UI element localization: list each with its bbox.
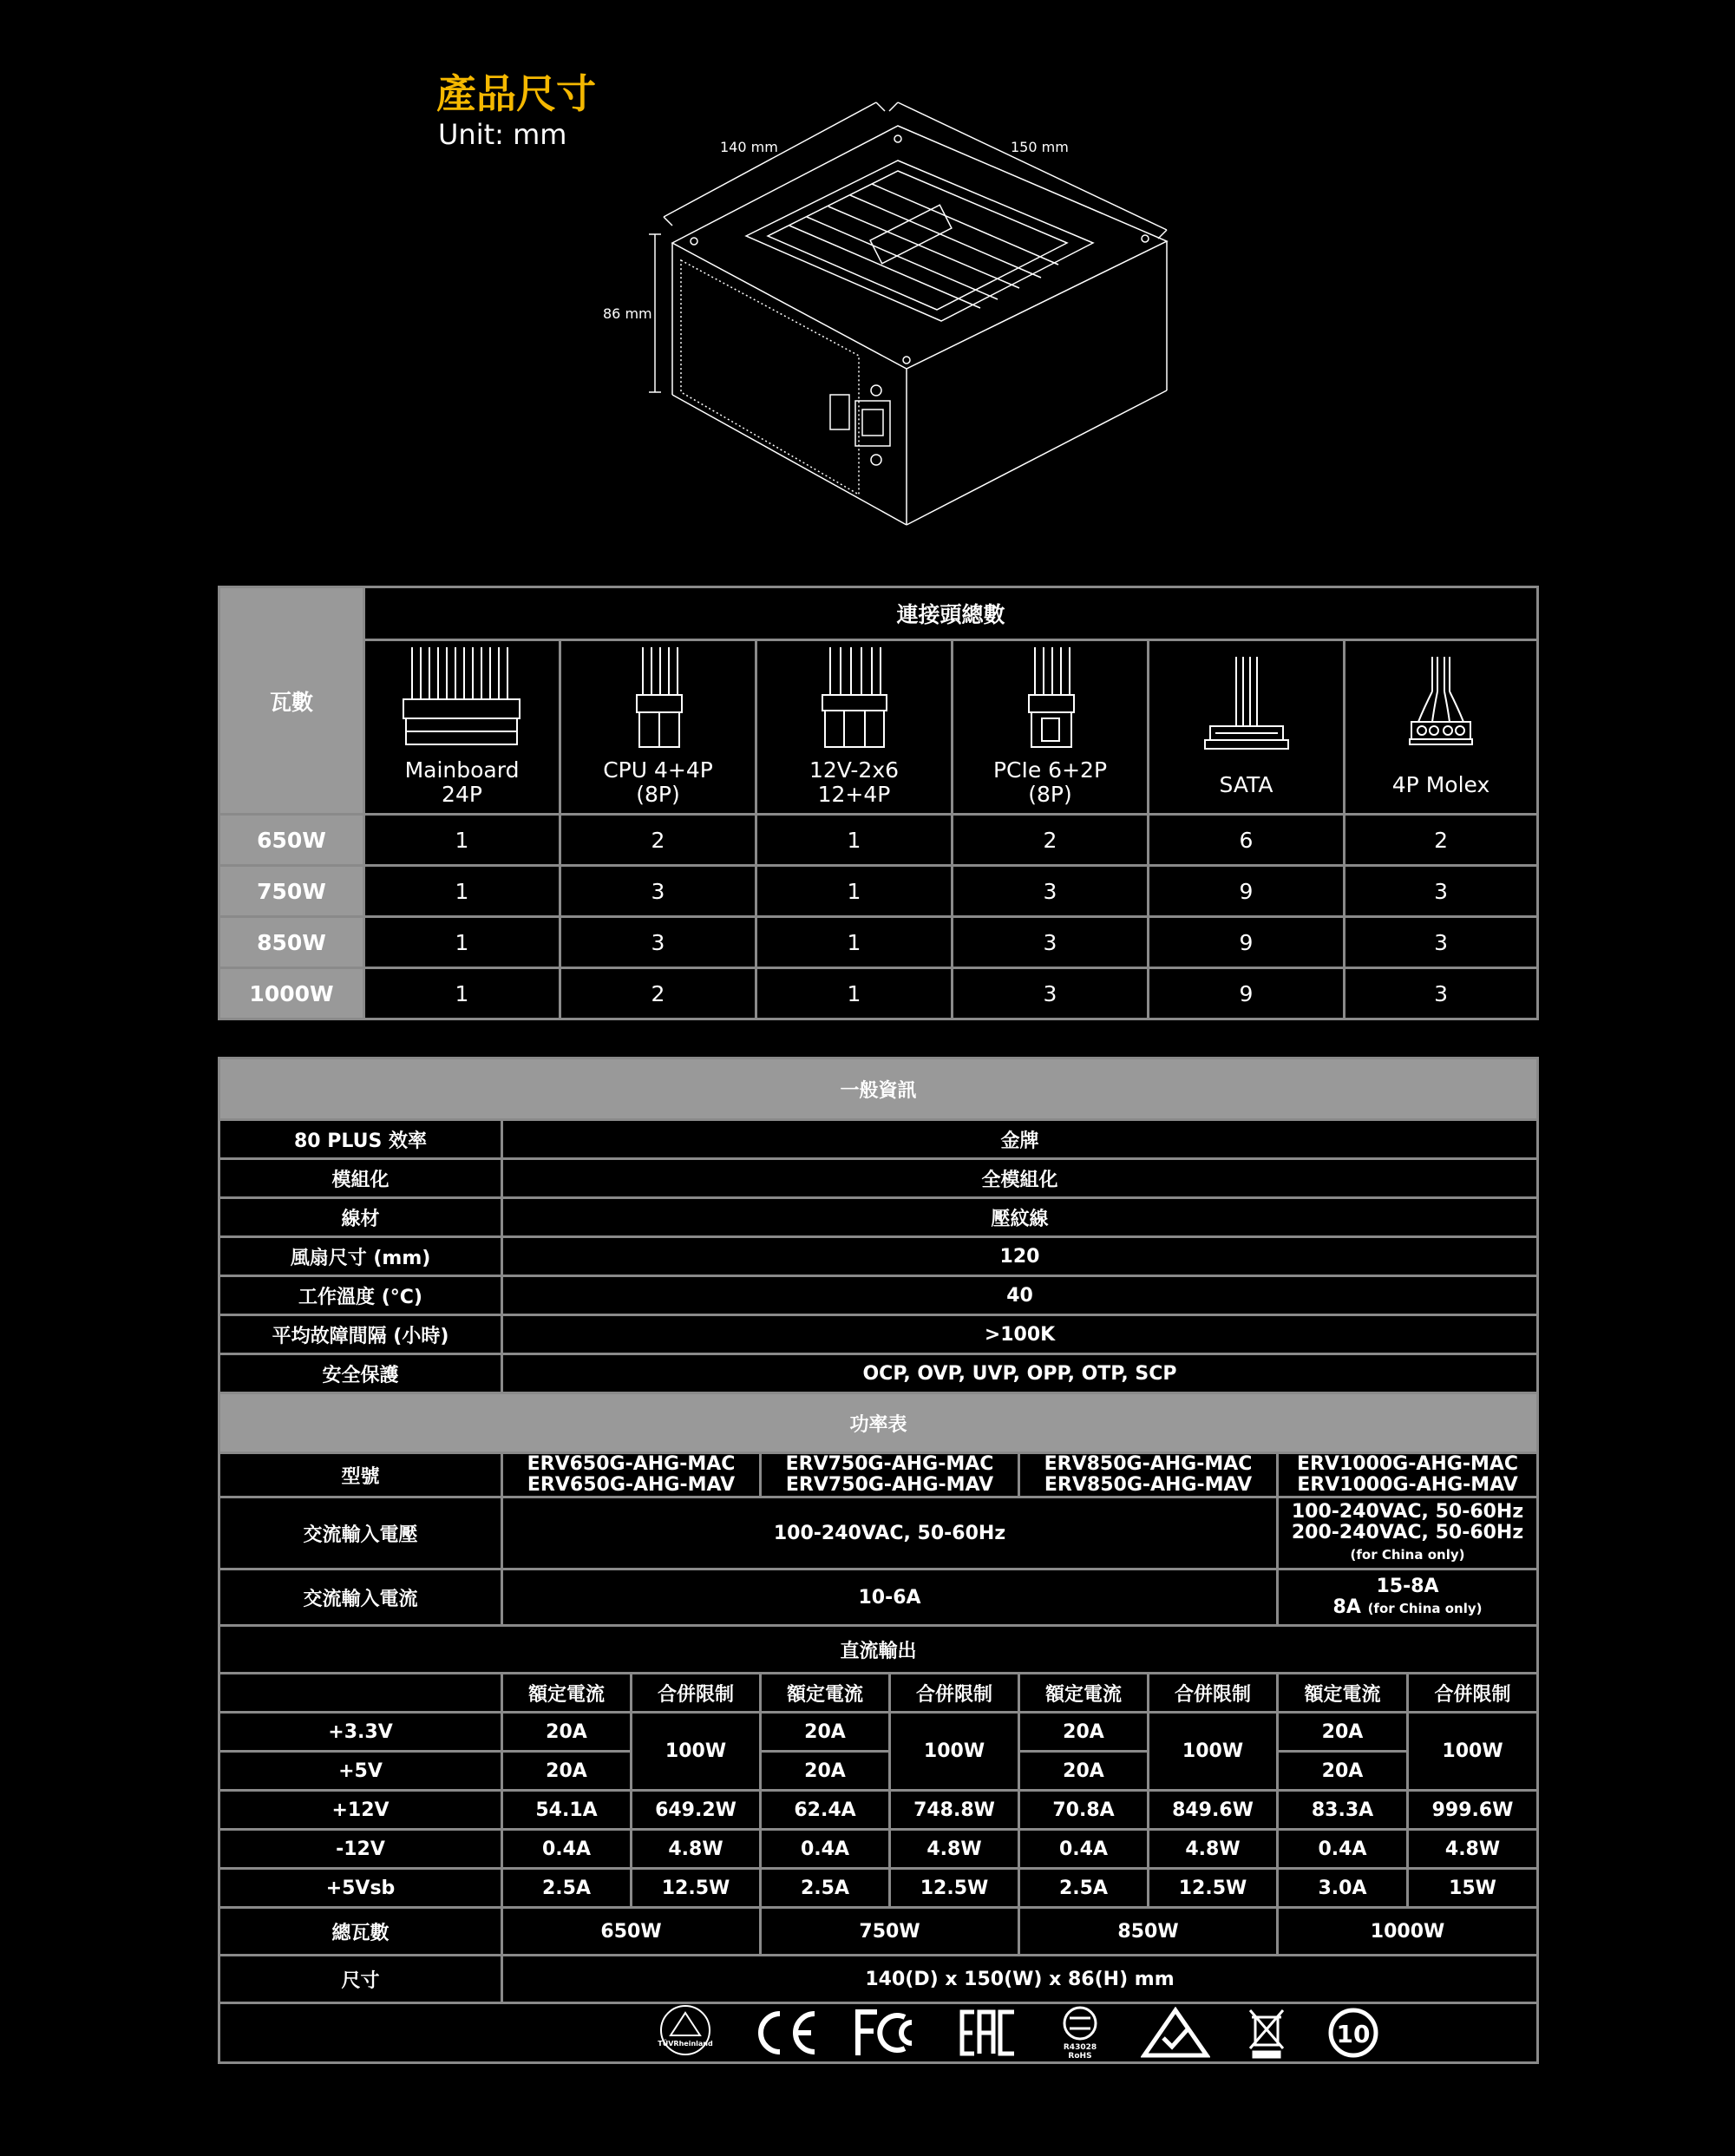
cell: 1 (756, 968, 953, 1019)
rail-value: 20A (502, 1713, 632, 1752)
depth-label: 140 mm (720, 139, 778, 155)
model-1000: ERV1000G-AHG-MAC ERV1000G-AHG-MAV (1278, 1453, 1538, 1497)
rohs-icon (1054, 2004, 1106, 2061)
spec-value: 120 (502, 1237, 1538, 1276)
unit-label: Unit: mm (438, 118, 567, 151)
rail-value: 20A (502, 1752, 632, 1791)
molex-connector-icon (1406, 657, 1476, 761)
ac-current-1000: 15-8A 8A (for China only) (1278, 1569, 1538, 1626)
combined-value: 100W (1149, 1713, 1278, 1791)
dc-title: 直流輸出 (219, 1626, 1538, 1674)
cell: 3 (1345, 968, 1538, 1019)
cell: 6 (1149, 815, 1345, 866)
cell: 9 (1149, 968, 1345, 1019)
ac-voltage-label: 交流輸入電壓 (219, 1497, 502, 1569)
rcm-icon (1141, 2007, 1210, 2059)
rail-value: 649.2W (632, 1791, 761, 1830)
rail-value: 4.8W (632, 1830, 761, 1869)
rail-value: 3.0A (1278, 1869, 1408, 1908)
combined-head: 合併限制 (1149, 1674, 1278, 1713)
watt-row-650 (219, 815, 1538, 866)
rail-value: 12.5W (1149, 1869, 1278, 1908)
svg-text:RoHS: RoHS (1068, 2052, 1092, 2061)
spec-value: 全模組化 (502, 1159, 1538, 1198)
connector-12v2x6 (756, 640, 953, 815)
rated-head: 額定電流 (1019, 1674, 1149, 1713)
rail-value: 20A (761, 1713, 890, 1752)
rail-value: 0.4A (761, 1830, 890, 1869)
cpu-label2: (8P) (636, 782, 680, 807)
ce-icon (750, 2007, 820, 2059)
combined-head: 合併限制 (1408, 1674, 1538, 1713)
connector-cpu (560, 640, 756, 815)
certifications (502, 2003, 1538, 2063)
spec-label: 工作溫度 (°C) (219, 1276, 502, 1315)
svg-text:R43028: R43028 (1063, 2043, 1097, 2052)
rail-value: 2.5A (502, 1869, 632, 1908)
height-label: 86 mm (603, 305, 652, 322)
cell: 1 (364, 968, 560, 1019)
watt-750: 750W (219, 866, 364, 917)
tuv-icon (655, 2004, 716, 2061)
rail-value: 20A (1278, 1713, 1408, 1752)
rail-name: +5Vsb (219, 1869, 502, 1908)
combined-head: 合併限制 (632, 1674, 761, 1713)
total-850: 850W (1019, 1908, 1278, 1956)
size-label: 尺寸 (219, 1956, 502, 2003)
spec-label: 線材 (219, 1198, 502, 1237)
rail-value: 4.8W (1149, 1830, 1278, 1869)
cell: 1 (756, 815, 953, 866)
connector-molex (1345, 640, 1538, 815)
rail-name: +3.3V (219, 1713, 502, 1752)
pcie-connector-icon (1025, 647, 1077, 751)
spec-value: 金牌 (502, 1120, 1538, 1159)
watt-row-850 (219, 917, 1538, 968)
cell: 2 (953, 815, 1149, 866)
total-750: 750W (761, 1908, 1019, 1956)
cell: 3 (560, 866, 756, 917)
power-title: 功率表 (219, 1393, 1538, 1453)
cell: 1 (756, 866, 953, 917)
rated-head: 額定電流 (1278, 1674, 1408, 1713)
svg-text:10: 10 (1336, 2020, 1371, 2048)
psu-dimension-diagram (599, 87, 1188, 538)
combined-value: 100W (1408, 1713, 1538, 1791)
rail-value: 12.5W (632, 1869, 761, 1908)
cell: 9 (1149, 866, 1345, 917)
connector-title: 連接頭總數 (364, 587, 1538, 640)
combined-value: 100W (890, 1713, 1019, 1791)
spec-label: 平均故障間隔 (小時) (219, 1315, 502, 1354)
rail-value: 54.1A (502, 1791, 632, 1830)
connector-sata (1149, 640, 1345, 815)
cell: 1 (364, 866, 560, 917)
rail-value: 4.8W (1408, 1830, 1538, 1869)
cpu-connector-icon (632, 647, 684, 751)
rail-value: 20A (1019, 1752, 1149, 1791)
size-value: 140(D) x 150(W) x 86(H) mm (502, 1956, 1538, 2003)
watt-1000: 1000W (219, 968, 364, 1019)
watt-850: 850W (219, 917, 364, 968)
ac-voltage-1000: 100-240VAC, 50-60Hz 200-240VAC, 50-60Hz (for China only) (1278, 1497, 1538, 1569)
rail-name: +5V (219, 1752, 502, 1791)
mainboard-label2: 24P (442, 782, 482, 807)
cell: 3 (1345, 866, 1538, 917)
12v2x6-connector-icon (820, 647, 889, 751)
pcie-label1: PCIe 6+2P (992, 757, 1108, 783)
svg-text:TÜVRheinland: TÜVRheinland (658, 2040, 713, 2048)
combined-value: 100W (632, 1713, 761, 1791)
molex-label1: 4P Molex (1391, 772, 1490, 797)
rail-value: 15W (1408, 1869, 1538, 1908)
mainboard-label1: Mainboard (404, 757, 520, 783)
model-750: ERV750G-AHG-MAC ERV750G-AHG-MAV (761, 1453, 1019, 1497)
total-650: 650W (502, 1908, 761, 1956)
rated-head: 額定電流 (502, 1674, 632, 1713)
cell: 3 (953, 917, 1149, 968)
cell: 1 (364, 917, 560, 968)
watt-header: 瓦數 (219, 587, 364, 815)
total-1000: 1000W (1278, 1908, 1538, 1956)
cell: 3 (560, 917, 756, 968)
combined-head: 合併限制 (890, 1674, 1019, 1713)
12v2x6-label1: 12V-2x6 (809, 757, 900, 783)
rail-value: 83.3A (1278, 1791, 1408, 1830)
cell: 3 (1345, 917, 1538, 968)
spec-label: 模組化 (219, 1159, 502, 1198)
width-label: 150 mm (1011, 139, 1069, 155)
connector-table (218, 586, 1539, 1020)
connector-mainboard (364, 640, 560, 815)
sata-connector-icon (1203, 657, 1290, 761)
spec-table (218, 1057, 1539, 2064)
watt-650: 650W (219, 815, 364, 866)
rail-value: 2.5A (761, 1869, 890, 1908)
cell: 1 (364, 815, 560, 866)
model-850: ERV850G-AHG-MAC ERV850G-AHG-MAV (1019, 1453, 1278, 1497)
rail-value: 20A (1019, 1713, 1149, 1752)
spec-value: 40 (502, 1276, 1538, 1315)
rail-name: -12V (219, 1830, 502, 1869)
cpu-label1: CPU 4+4P (603, 757, 713, 783)
blank (219, 1674, 502, 1713)
pcie-label2: (8P) (1028, 782, 1072, 807)
rail-value: 12.5W (890, 1869, 1019, 1908)
cell: 3 (953, 968, 1149, 1019)
eac-icon (959, 2007, 1019, 2059)
spec-label: 風扇尺寸 (mm) (219, 1237, 502, 1276)
cell: 1 (756, 917, 953, 968)
12v2x6-label2: 12+4P (817, 782, 891, 807)
rail-name: +12V (219, 1791, 502, 1830)
watt-row-1000 (219, 968, 1538, 1019)
rail-value: 62.4A (761, 1791, 890, 1830)
rail-value: 4.8W (890, 1830, 1019, 1869)
rated-head: 額定電流 (761, 1674, 890, 1713)
fcc-icon (854, 2007, 924, 2059)
ac-voltage: 100-240VAC, 50-60Hz (502, 1497, 1278, 1569)
ac-current: 10-6A (502, 1569, 1278, 1626)
rail-value: 70.8A (1019, 1791, 1149, 1830)
blank (219, 2003, 502, 2063)
cell: 2 (560, 815, 756, 866)
mainboard-connector-icon (402, 647, 523, 751)
rail-value: 999.6W (1408, 1791, 1538, 1830)
sata-label1: SATA (1219, 772, 1273, 797)
cell: 2 (1345, 815, 1538, 866)
cell: 3 (953, 866, 1149, 917)
rail-value: 20A (761, 1752, 890, 1791)
page-title: 產品尺寸 (436, 70, 596, 117)
cell: 9 (1149, 917, 1345, 968)
ten-year-icon (1323, 2004, 1384, 2061)
rail-value: 0.4A (1278, 1830, 1408, 1869)
cell: 2 (560, 968, 756, 1019)
total-label: 總瓦數 (219, 1908, 502, 1956)
rail-value: 0.4A (502, 1830, 632, 1869)
rail-value: 0.4A (1019, 1830, 1149, 1869)
spec-label: 安全保護 (219, 1354, 502, 1393)
general-title: 一般資訊 (219, 1058, 1538, 1120)
rail-value: 20A (1278, 1752, 1408, 1791)
spec-label: 80 PLUS 效率 (219, 1120, 502, 1159)
spec-value: 壓紋線 (502, 1198, 1538, 1237)
connector-pcie (953, 640, 1149, 815)
model-label: 型號 (219, 1453, 502, 1497)
rail-value: 2.5A (1019, 1869, 1149, 1908)
spec-value: OCP, OVP, UVP, OPP, OTP, SCP (502, 1354, 1538, 1393)
weee-icon (1245, 2005, 1288, 2061)
model-650: ERV650G-AHG-MAC ERV650G-AHG-MAV (502, 1453, 761, 1497)
watt-row-750 (219, 866, 1538, 917)
ac-current-label: 交流輸入電流 (219, 1569, 502, 1626)
spec-value: >100K (502, 1315, 1538, 1354)
rail-value: 849.6W (1149, 1791, 1278, 1830)
rail-value: 748.8W (890, 1791, 1019, 1830)
